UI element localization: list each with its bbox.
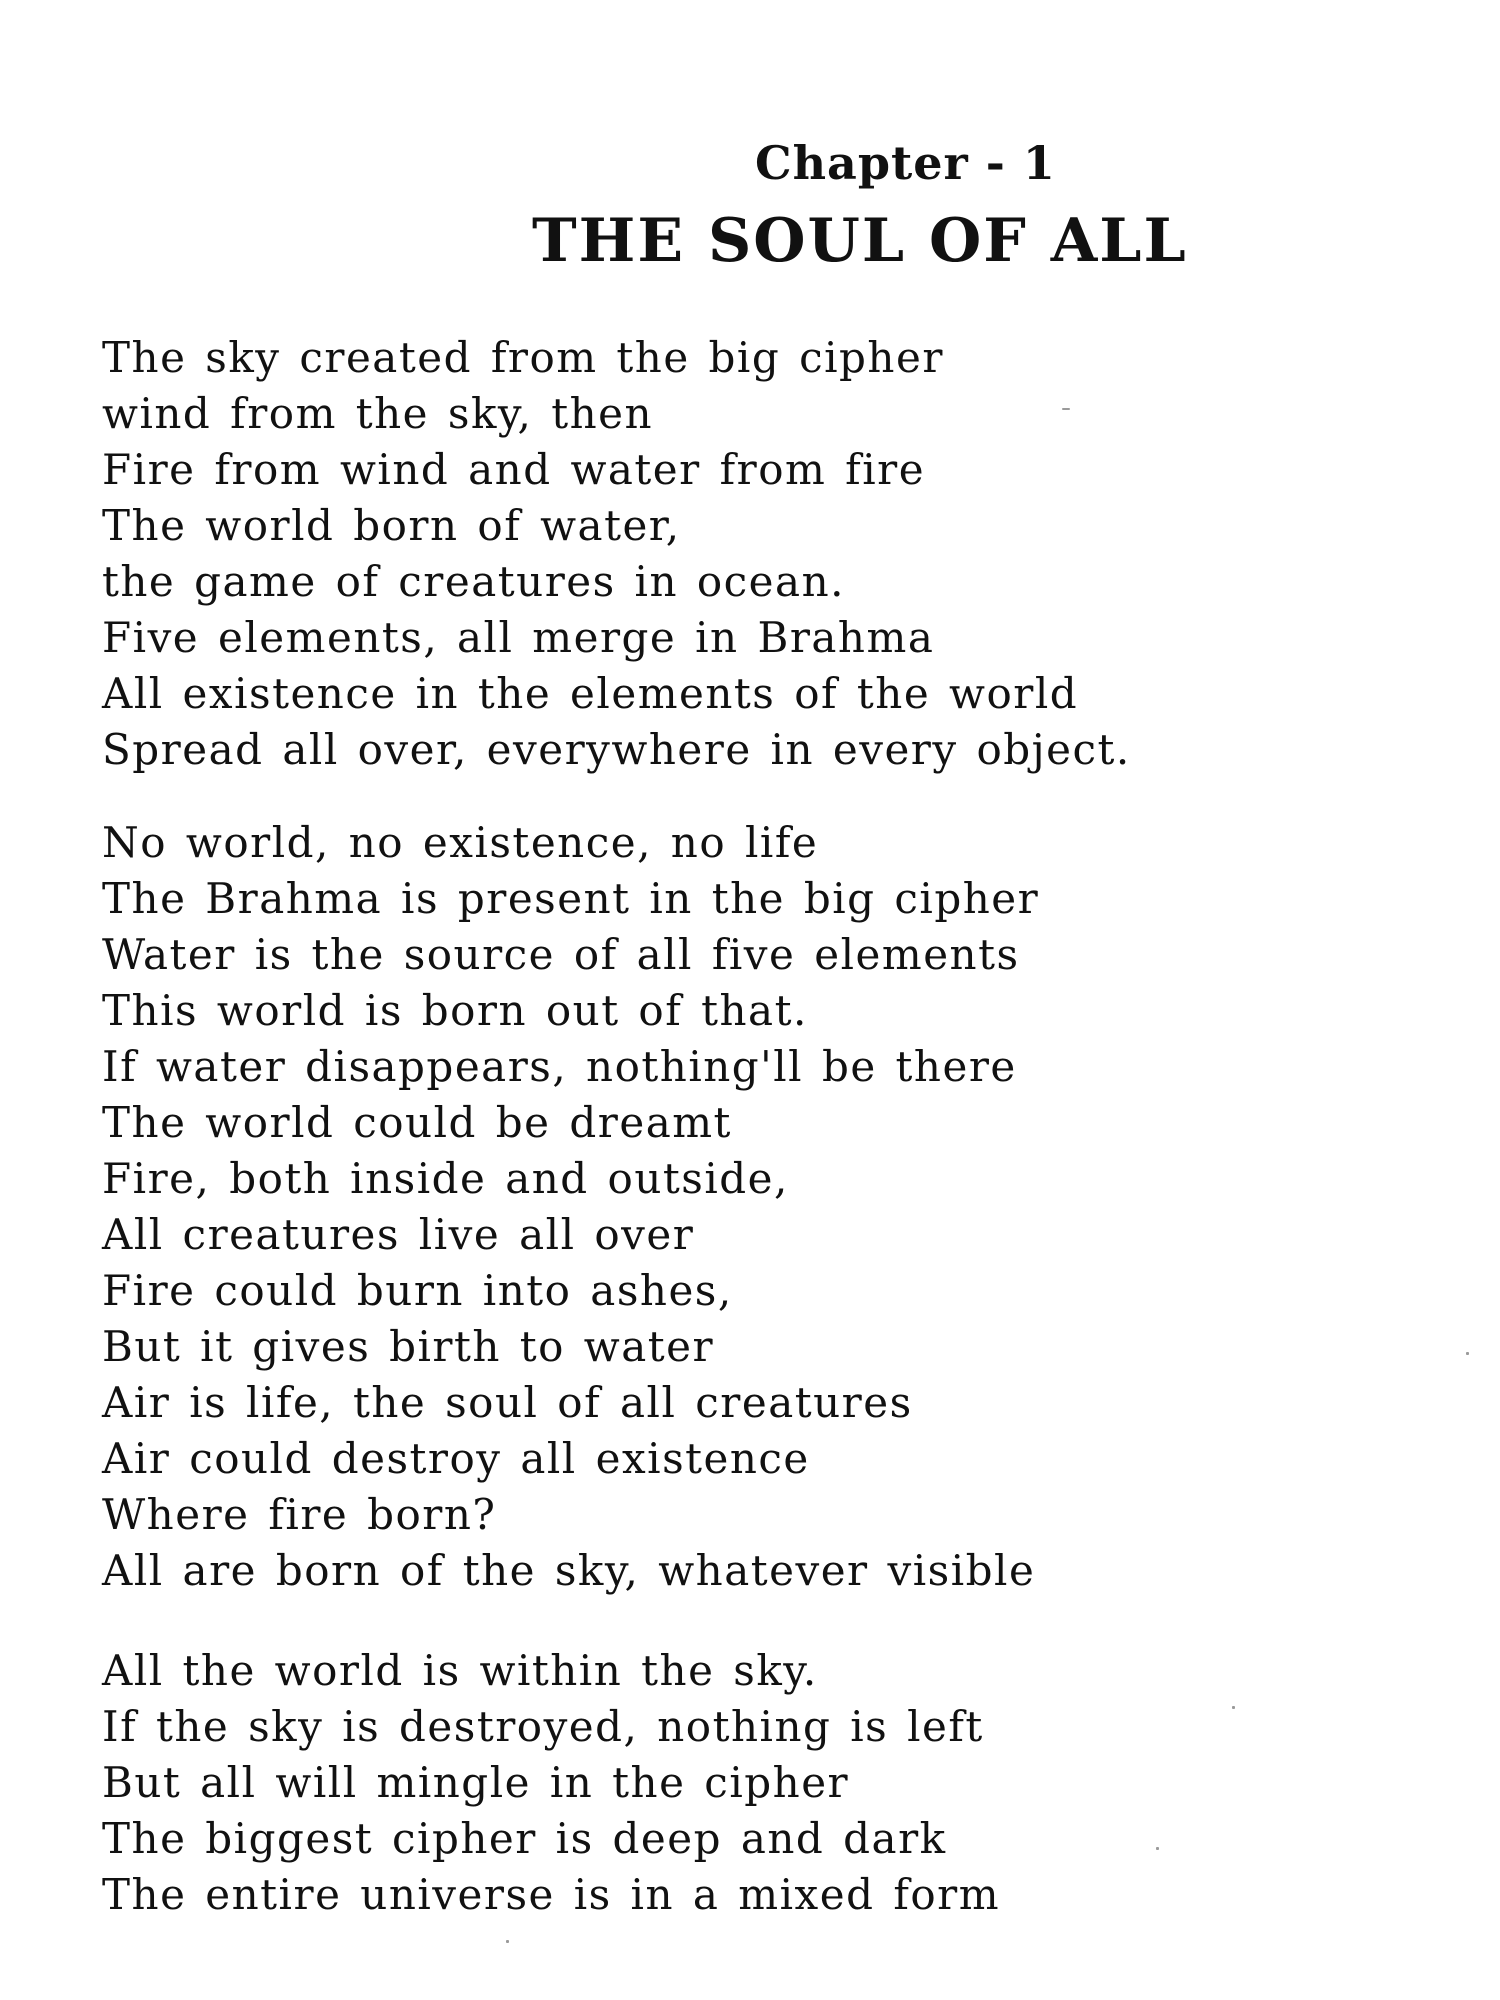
stanza-1 bbox=[102, 330, 1131, 778]
scan-speck bbox=[1156, 1847, 1159, 1850]
poem-line: But it gives birth to water bbox=[102, 1322, 715, 1371]
poem-line: The Brahma is present in the big cipher bbox=[102, 874, 1040, 923]
poem-line: Fire, both inside and outside, bbox=[102, 1154, 789, 1203]
poem-line: The sky created from the big cipher bbox=[102, 333, 944, 382]
poem-line: The world could be dreamt bbox=[102, 1098, 732, 1147]
poem-line: Where fire born? bbox=[102, 1490, 497, 1539]
chapter-title: THE SOUL OF ALL bbox=[532, 206, 1188, 276]
poem-line: The entire universe is in a mixed form bbox=[102, 1870, 1001, 1919]
poem-line: Fire from wind and water from fire bbox=[102, 445, 926, 494]
poem-line: This world is born out of that. bbox=[102, 986, 808, 1035]
poem-line: The biggest cipher is deep and dark bbox=[102, 1814, 947, 1863]
poem-line: Spread all over, everywhere in every object. bbox=[102, 725, 1131, 774]
poem-line: If the sky is destroyed, nothing is left bbox=[102, 1702, 984, 1751]
poem-line: But all will mingle in the cipher bbox=[102, 1758, 850, 1807]
poem-line: No world, no existence, no life bbox=[102, 818, 819, 867]
poem-line: All existence in the elements of the world bbox=[102, 669, 1079, 718]
scan-speck bbox=[1232, 1706, 1235, 1709]
poem-line: All the world is within the sky. bbox=[102, 1646, 818, 1695]
poem-line: Fire could burn into ashes, bbox=[102, 1266, 733, 1315]
chapter-label: Chapter - 1 bbox=[755, 136, 1056, 190]
poem-line: The world born of water, bbox=[102, 501, 681, 550]
poem-line: Water is the source of all five elements bbox=[102, 930, 1020, 979]
poem-line: Air is life, the soul of all creatures bbox=[102, 1378, 913, 1427]
stanza-2 bbox=[102, 815, 1039, 1599]
scan-speck bbox=[1466, 1352, 1469, 1355]
scan-speck bbox=[1062, 408, 1070, 410]
poem-line: the game of creatures in ocean. bbox=[102, 557, 845, 606]
poem-line: Air could destroy all existence bbox=[102, 1434, 810, 1483]
scan-speck bbox=[506, 1940, 509, 1943]
poem-line: wind from the sky, then bbox=[102, 389, 654, 438]
poem-line: All are born of the sky, whatever visible bbox=[102, 1546, 1036, 1595]
poem-line: If water disappears, nothing'll be there bbox=[102, 1042, 1017, 1091]
stanza-3 bbox=[102, 1643, 1000, 1923]
poem-line: Five elements, all merge in Brahma bbox=[102, 613, 935, 662]
poem-line: All creatures live all over bbox=[102, 1210, 695, 1259]
